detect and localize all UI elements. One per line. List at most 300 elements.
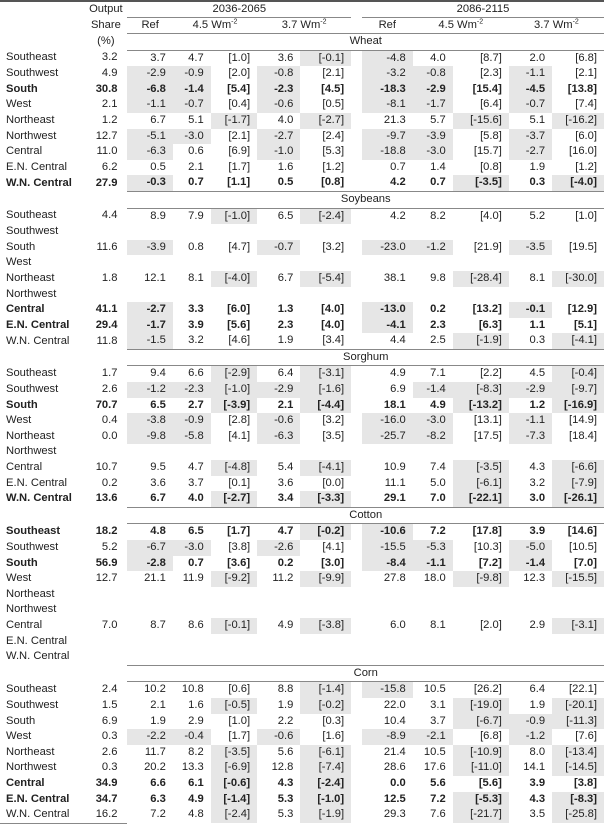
value-cell: [6.4] bbox=[480, 98, 502, 111]
value-cell: 2.0 bbox=[529, 51, 546, 64]
region-label: Northeast bbox=[6, 429, 55, 442]
value-cell: -1.2 bbox=[509, 729, 552, 745]
value-cell bbox=[127, 602, 172, 618]
value-cell: [-2.4] bbox=[211, 807, 257, 823]
value-cell bbox=[552, 224, 604, 240]
value-cell: [17.5] bbox=[473, 429, 502, 442]
table-row bbox=[0, 634, 604, 650]
region-label: Southwest bbox=[6, 698, 59, 711]
value-cell bbox=[552, 602, 604, 618]
value-cell: [15.4] bbox=[472, 82, 502, 95]
output-share: 34.7 bbox=[95, 792, 118, 805]
value-cell: 0.2 bbox=[277, 556, 294, 569]
value-cell: -2.8 bbox=[127, 556, 172, 572]
value-cell: [12.9] bbox=[567, 303, 597, 316]
output-share bbox=[84, 602, 127, 618]
crop-header-sorghum bbox=[0, 349, 604, 366]
value-cell: [0.3] bbox=[322, 714, 345, 727]
value-cell: -10.6 bbox=[362, 524, 413, 540]
value-cell: [3.8] bbox=[573, 776, 597, 789]
value-cell: [-3.5] bbox=[453, 460, 509, 476]
value-cell: [1.0] bbox=[228, 714, 251, 727]
region-label: W.N. Central bbox=[6, 176, 72, 189]
value-cell: 38.1 bbox=[383, 271, 406, 284]
value-cell: -5.1 bbox=[127, 129, 172, 145]
value-cell: [-16.2] bbox=[552, 113, 604, 129]
value-cell: 11.9 bbox=[182, 572, 204, 585]
value-cell bbox=[413, 634, 453, 650]
ref-header-1: Ref bbox=[127, 18, 172, 34]
value-cell: [0.8] bbox=[480, 160, 502, 173]
value-cell: 6.4 bbox=[529, 683, 546, 696]
value-cell: [2.2] bbox=[480, 367, 502, 380]
output-share bbox=[84, 587, 127, 603]
rcp37-header-2: 3.7 $Wm^{-2}$ bbox=[509, 18, 604, 34]
crop-name: Wheat bbox=[127, 34, 604, 51]
value-cell: 29.3 bbox=[383, 808, 406, 821]
value-cell: 3.0 bbox=[529, 492, 546, 505]
value-cell: 3.7 bbox=[430, 714, 446, 727]
value-cell: 21.1 bbox=[144, 572, 166, 585]
table-row bbox=[0, 66, 604, 82]
output-share: 3.2 bbox=[101, 51, 118, 64]
value-cell bbox=[173, 444, 211, 460]
value-cell: 3.9 bbox=[529, 525, 546, 538]
value-cell: 9.4 bbox=[150, 367, 166, 380]
value-cell: [-11.3] bbox=[552, 714, 604, 730]
value-cell: 3.7 bbox=[150, 51, 166, 64]
value-cell: 11.1 bbox=[384, 476, 406, 489]
value-cell bbox=[211, 287, 257, 303]
value-cell: 7.4 bbox=[430, 461, 446, 474]
value-cell: [5.1] bbox=[573, 318, 597, 331]
region-label: E.N. Central bbox=[6, 476, 67, 489]
value-cell: [10.5] bbox=[569, 541, 597, 553]
value-cell: 1.9 bbox=[277, 698, 294, 711]
value-cell: 1.3 bbox=[277, 303, 294, 316]
value-cell: -1.4 bbox=[173, 82, 211, 98]
value-cell bbox=[552, 649, 604, 665]
value-cell: [7.6] bbox=[575, 730, 597, 743]
value-cell: 6.9 bbox=[390, 383, 406, 396]
value-cell: -6.7 bbox=[127, 540, 172, 556]
value-cell: -1.0 bbox=[257, 144, 300, 160]
value-cell: [-2.9] bbox=[211, 366, 257, 382]
value-cell bbox=[362, 649, 413, 665]
value-cell: [6.0] bbox=[575, 129, 597, 142]
table-row bbox=[0, 144, 604, 160]
region-label: South bbox=[6, 714, 36, 727]
output-share: 0.3 bbox=[101, 761, 118, 774]
value-cell: [-4.0] bbox=[211, 271, 257, 287]
value-cell: 5.1 bbox=[188, 113, 204, 126]
table-row bbox=[0, 729, 604, 745]
region-label: South bbox=[6, 82, 38, 95]
value-cell: -3.9 bbox=[127, 240, 172, 256]
value-cell bbox=[173, 587, 211, 603]
value-cell bbox=[413, 287, 453, 303]
value-cell: -2.9 bbox=[509, 382, 552, 398]
value-cell: 3.5 bbox=[529, 808, 546, 821]
output-share: 70.7 bbox=[95, 398, 118, 411]
value-cell: 0.2 bbox=[430, 303, 446, 316]
crop-name: Soybeans bbox=[127, 191, 604, 208]
output-share: 0.0 bbox=[101, 429, 118, 442]
value-cell: [-13.4] bbox=[552, 745, 604, 761]
value-cell: 4.7 bbox=[188, 461, 204, 474]
value-cell: 1.1 bbox=[529, 318, 546, 331]
value-cell: [4.1] bbox=[322, 541, 345, 553]
value-cell: [19.5] bbox=[569, 240, 597, 253]
value-cell: 11.2 bbox=[272, 572, 294, 585]
value-cell: [-30.0] bbox=[552, 271, 604, 287]
value-cell: [16.0] bbox=[569, 145, 597, 158]
value-cell: [-6.6] bbox=[552, 460, 604, 476]
value-cell: [-11.0] bbox=[453, 760, 509, 776]
value-cell: 5.1 bbox=[529, 113, 546, 126]
value-cell bbox=[453, 587, 509, 603]
value-cell: [2.3] bbox=[480, 67, 502, 80]
value-cell: -0.1 bbox=[509, 302, 552, 318]
value-cell: -0.9 bbox=[173, 413, 211, 429]
value-cell: 10.9 bbox=[383, 461, 406, 474]
table-row bbox=[0, 382, 604, 398]
value-cell: 5.6 bbox=[430, 776, 446, 789]
value-cell: [-5.4] bbox=[300, 271, 351, 287]
value-cell: [-3.5] bbox=[453, 175, 509, 191]
value-cell: [26.2] bbox=[473, 683, 502, 696]
table-row bbox=[0, 714, 604, 730]
value-cell: [3.5] bbox=[322, 429, 345, 442]
region-label: South bbox=[6, 240, 36, 253]
value-cell: [1.2] bbox=[322, 160, 345, 173]
value-cell bbox=[509, 602, 552, 618]
value-cell: [1.0] bbox=[228, 51, 251, 64]
output-share: 0.4 bbox=[101, 414, 118, 427]
value-cell bbox=[211, 634, 257, 650]
value-cell: [-5.3] bbox=[453, 792, 509, 808]
value-cell: 1.9 bbox=[277, 334, 294, 347]
value-cell: 4.0 bbox=[188, 492, 204, 505]
table-row bbox=[0, 271, 604, 287]
value-cell: [-6.1] bbox=[300, 745, 351, 761]
value-cell bbox=[453, 649, 509, 665]
value-cell bbox=[362, 634, 413, 650]
period-2036-2065: 2036-2065 bbox=[127, 1, 351, 18]
output-share bbox=[84, 255, 127, 271]
value-cell: 10.8 bbox=[181, 683, 204, 696]
output-share: 41.1 bbox=[95, 303, 118, 316]
table-row bbox=[0, 649, 604, 665]
value-cell bbox=[173, 634, 211, 650]
value-cell: -1.2 bbox=[413, 240, 453, 256]
value-cell: -3.0 bbox=[413, 413, 453, 429]
value-cell: 8.9 bbox=[150, 209, 166, 222]
value-cell: [-0.6] bbox=[211, 776, 257, 792]
value-cell: [13.8] bbox=[567, 82, 597, 95]
output-share: 1.8 bbox=[101, 271, 118, 284]
value-cell: 2.1 bbox=[277, 398, 294, 411]
value-cell bbox=[362, 587, 413, 603]
value-cell: [-4.1] bbox=[300, 460, 351, 476]
output-share: 1.2 bbox=[101, 113, 118, 126]
rcp37-header-1: 3.7 $Wm^{-2}$ bbox=[257, 18, 351, 34]
region-label: Southeast bbox=[6, 209, 57, 222]
value-cell: 10.2 bbox=[144, 683, 166, 696]
value-cell bbox=[453, 602, 509, 618]
value-cell: 6.4 bbox=[277, 367, 294, 380]
value-cell: -0.6 bbox=[257, 729, 300, 745]
value-cell: 29.1 bbox=[383, 492, 406, 505]
value-cell: 6.6 bbox=[188, 367, 204, 380]
region-label: West bbox=[6, 572, 32, 585]
value-cell: -2.7 bbox=[127, 302, 172, 318]
table-row bbox=[0, 333, 604, 349]
value-cell: 6.5 bbox=[188, 525, 204, 538]
region-label: Northwest bbox=[6, 761, 57, 774]
value-cell: -3.0 bbox=[413, 144, 453, 160]
value-cell: -2.7 bbox=[257, 129, 300, 145]
value-cell: 7.2 bbox=[150, 808, 166, 821]
value-cell bbox=[413, 444, 453, 460]
value-cell: -1.1 bbox=[509, 413, 552, 429]
value-cell: 1.9 bbox=[529, 698, 546, 711]
value-cell: [-3.1] bbox=[300, 366, 351, 382]
value-cell: 4.2 bbox=[390, 209, 406, 222]
value-cell: [-28.4] bbox=[453, 271, 509, 287]
value-cell: [15.7] bbox=[473, 145, 502, 158]
value-cell: 6.5 bbox=[277, 209, 294, 222]
value-cell: 12.5 bbox=[383, 792, 406, 805]
share-label: Share bbox=[90, 19, 121, 31]
value-cell bbox=[127, 587, 172, 603]
value-cell: [-6.7] bbox=[453, 714, 509, 730]
region-label: Northwest bbox=[6, 129, 57, 142]
value-cell: [2.1] bbox=[322, 67, 345, 80]
value-cell: [-6.9] bbox=[211, 760, 257, 776]
value-cell: [2.0] bbox=[480, 618, 502, 631]
value-cell: [6.0] bbox=[227, 303, 251, 316]
value-cell: 4.3 bbox=[529, 461, 546, 474]
value-cell: [0.8] bbox=[321, 176, 345, 189]
value-cell: 3.9 bbox=[529, 776, 546, 789]
value-cell bbox=[257, 287, 300, 303]
output-share bbox=[84, 224, 127, 240]
value-cell: [3.2] bbox=[322, 414, 345, 427]
value-cell bbox=[552, 587, 604, 603]
output-label: Output bbox=[84, 1, 127, 18]
region-label: Central bbox=[6, 145, 43, 158]
value-cell: -0.9 bbox=[173, 66, 211, 82]
value-cell: [-9.8] bbox=[453, 571, 509, 587]
value-cell: [-0.2] bbox=[300, 524, 351, 540]
ref-header-2: Ref bbox=[362, 18, 413, 34]
value-cell: [5.8] bbox=[480, 129, 502, 142]
value-cell: 4.0 bbox=[277, 113, 294, 126]
value-cell: [5.4] bbox=[227, 82, 251, 95]
value-cell: [-3.5] bbox=[211, 745, 257, 761]
value-cell: -6.3 bbox=[257, 429, 300, 445]
value-cell bbox=[453, 255, 509, 271]
value-cell: [-3.8] bbox=[300, 618, 351, 634]
value-cell: [5.3] bbox=[322, 145, 345, 158]
value-cell: [14.6] bbox=[567, 525, 597, 538]
value-cell bbox=[173, 224, 211, 240]
value-cell: 21.3 bbox=[383, 113, 406, 126]
value-cell: 21.4 bbox=[383, 745, 406, 758]
value-cell: [-6.1] bbox=[453, 476, 509, 492]
value-cell: 4.8 bbox=[188, 808, 204, 821]
output-share: 4.4 bbox=[101, 209, 118, 222]
value-cell: -5.0 bbox=[509, 540, 552, 556]
value-cell: -0.6 bbox=[257, 97, 300, 113]
value-cell: 18.1 bbox=[383, 398, 406, 411]
value-cell: -2.3 bbox=[257, 82, 300, 98]
value-cell bbox=[552, 444, 604, 460]
value-cell: -9.7 bbox=[362, 129, 413, 145]
region-label: Southeast bbox=[6, 51, 57, 64]
value-cell: 3.2 bbox=[188, 334, 204, 347]
table-row bbox=[0, 97, 604, 113]
value-cell: [22.1] bbox=[569, 683, 597, 696]
value-cell: [4.5] bbox=[321, 82, 345, 95]
value-cell: 3.1 bbox=[430, 698, 446, 711]
value-cell: [-2.7] bbox=[300, 113, 351, 129]
value-cell: [-1.0] bbox=[211, 208, 257, 224]
region-label: E.N. Central bbox=[6, 160, 67, 173]
value-cell: 12.3 bbox=[523, 572, 546, 585]
output-share: 16.2 bbox=[84, 807, 127, 823]
value-cell: -0.7 bbox=[509, 97, 552, 113]
output-share: 27.9 bbox=[95, 176, 118, 189]
value-cell: [-8.3] bbox=[453, 382, 509, 398]
value-cell: [1.1] bbox=[227, 176, 251, 189]
value-cell: 4.9 bbox=[390, 367, 406, 380]
value-cell: [4.1] bbox=[228, 429, 251, 442]
output-share: 7.0 bbox=[101, 618, 118, 631]
region-label: South bbox=[6, 556, 38, 569]
table-row bbox=[0, 255, 604, 271]
table-row bbox=[0, 587, 604, 603]
value-cell: 3.9 bbox=[188, 318, 204, 331]
region-label: W.N. Central bbox=[6, 492, 72, 505]
crop-name: Corn bbox=[127, 665, 604, 682]
value-cell: [14.9] bbox=[569, 414, 597, 427]
table-row bbox=[0, 160, 604, 176]
value-cell: 7.0 bbox=[430, 492, 446, 505]
value-cell: 2.3 bbox=[277, 318, 294, 331]
output-share: 30.8 bbox=[95, 82, 118, 95]
region-label: West bbox=[6, 98, 32, 111]
value-cell: 0.0 bbox=[390, 776, 406, 789]
value-cell: [-0.1] bbox=[300, 50, 351, 66]
table-row bbox=[0, 618, 604, 634]
value-cell: -0.7 bbox=[257, 240, 300, 256]
value-cell: 0.5 bbox=[277, 176, 294, 189]
value-cell bbox=[362, 602, 413, 618]
value-cell: -0.9 bbox=[509, 714, 552, 730]
value-cell bbox=[257, 634, 300, 650]
value-cell: [4.0] bbox=[321, 318, 345, 331]
value-cell bbox=[453, 287, 509, 303]
value-cell: 4.2 bbox=[390, 176, 406, 189]
crop-header-cotton bbox=[0, 507, 604, 524]
value-cell: -2.2 bbox=[127, 729, 172, 745]
rcp45-header-1: 4.5 $Wm^{-2}$ bbox=[173, 18, 257, 34]
value-cell: 0.5 bbox=[150, 160, 166, 173]
value-cell: -1.4 bbox=[509, 556, 552, 572]
value-cell: 6.0 bbox=[390, 618, 406, 631]
value-cell: [-7.4] bbox=[300, 760, 351, 776]
value-cell: -0.8 bbox=[257, 66, 300, 82]
value-cell: -13.0 bbox=[362, 302, 413, 318]
value-cell: [2.0] bbox=[228, 67, 251, 80]
value-cell: 0.7 bbox=[390, 160, 406, 173]
table-row bbox=[0, 556, 604, 572]
value-cell bbox=[257, 224, 300, 240]
value-cell: -15.8 bbox=[362, 682, 413, 698]
value-cell: 22.0 bbox=[383, 698, 406, 711]
value-cell: 4.0 bbox=[430, 51, 446, 64]
value-cell bbox=[211, 444, 257, 460]
value-cell bbox=[453, 444, 509, 460]
value-cell: -2.1 bbox=[413, 729, 453, 745]
table-row bbox=[0, 366, 604, 382]
value-cell: -0.3 bbox=[127, 175, 172, 191]
value-cell: 5.2 bbox=[529, 209, 546, 222]
value-cell: [-9.2] bbox=[211, 571, 257, 587]
value-cell: 8.2 bbox=[430, 209, 446, 222]
value-cell: 1.6 bbox=[277, 160, 294, 173]
value-cell: [0.5] bbox=[322, 98, 345, 111]
value-cell bbox=[257, 602, 300, 618]
value-cell bbox=[300, 649, 351, 665]
region-label: Southwest bbox=[6, 225, 59, 238]
value-cell: -15.5 bbox=[362, 540, 413, 556]
table-row bbox=[0, 224, 604, 240]
value-cell bbox=[300, 444, 351, 460]
value-cell: [-20.1] bbox=[552, 698, 604, 714]
output-share: 1.7 bbox=[101, 367, 118, 380]
value-cell: 3.4 bbox=[277, 492, 294, 505]
region-label: Northwest bbox=[6, 287, 57, 300]
value-cell: [3.8] bbox=[228, 541, 251, 553]
value-cell: [4.6] bbox=[228, 334, 251, 347]
value-cell: -16.0 bbox=[362, 413, 413, 429]
value-cell bbox=[509, 255, 552, 271]
region-label: West bbox=[6, 730, 32, 743]
value-cell: 9.5 bbox=[150, 461, 166, 474]
value-cell: 3.7 bbox=[188, 476, 204, 489]
value-cell bbox=[362, 224, 413, 240]
value-cell: 1.6 bbox=[188, 698, 204, 711]
value-cell: [6.9] bbox=[228, 145, 251, 158]
value-cell: -2.9 bbox=[257, 382, 300, 398]
value-cell: 0.3 bbox=[529, 334, 546, 347]
value-cell: -8.1 bbox=[362, 97, 413, 113]
output-share bbox=[84, 287, 127, 303]
region-label: Central bbox=[6, 618, 43, 631]
value-cell bbox=[362, 444, 413, 460]
value-cell bbox=[300, 587, 351, 603]
value-cell: [-10.9] bbox=[453, 745, 509, 761]
output-share: 11.8 bbox=[96, 334, 118, 347]
crop-header-corn bbox=[0, 665, 604, 682]
value-cell: [0.0] bbox=[322, 476, 345, 489]
region-label: Southwest bbox=[6, 67, 59, 80]
output-share: 29.4 bbox=[95, 318, 118, 331]
value-cell: [-9.7] bbox=[552, 382, 604, 398]
